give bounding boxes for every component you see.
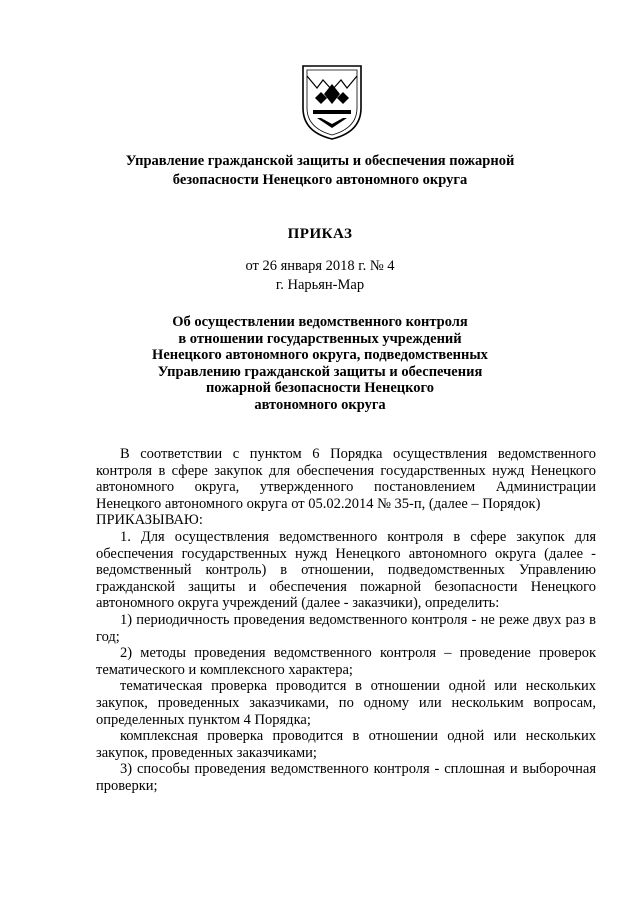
subject-line: Ненецкого автономного округа, подведомственных (152, 347, 488, 363)
paragraph-1-2-thematic: тематическая проверка проводится в отношении одной или нескольких закупок, проведенных заказчиками, по одному или нескольким вопросам, определенных пунктом 4 Порядка; (96, 678, 596, 728)
subject-line: Об осуществлении ведомственного контроля (172, 314, 468, 330)
document-place: г. Нарьян-Мар (275, 277, 365, 293)
document-body (96, 446, 596, 794)
document-type: ПРИКАЗ (287, 226, 353, 242)
subject-line: автономного округа (254, 396, 386, 413)
paragraph-1-3: 3) способы проведения ведомственного контроля - сплошная и выборочная проверки; (96, 761, 596, 794)
decree-word: ПРИКАЗЫВАЮ: (96, 512, 203, 529)
subject-line: Управлению гражданской защиты и обеспечения (157, 363, 483, 380)
intro-paragraph: В соответствии с пунктом 6 Порядка осуществления ведомственного контроля в сфере закупок для обеспечения государственных нужд Ненецкого автономного округа, утвержденного постановлением Администрации Ненецкого автономного округа от 05.02.2014 № 35-п, (далее – Порядок) (96, 446, 596, 512)
nenets-okrug-coat-of-arms-icon (299, 62, 365, 142)
document-date-place (0, 257, 640, 295)
paragraph-1: 1. Для осуществления ведомственного контроля в сфере закупок для обеспечения государственных нужд Ненецкого автономного округа (далее - ведомственный контроль) в отношении, подведомственных Управлению гражданской защиты и обеспечения пожарной безопасности Ненецкого автономного округа учреждений (далее - заказчики), определить: (96, 528, 596, 612)
org-line: Управление гражданской защиты и обеспечения пожарной (125, 153, 515, 169)
paragraph-1-2: 2) методы проведения ведомственного контроля – проведение проверок тематического и комплексного характера; (96, 645, 596, 678)
subject-line: в отношении государственных учреждений (178, 330, 462, 347)
subject-line: пожарной безопасности Ненецкого (205, 380, 435, 396)
paragraph-1-2-complex: комплексная проверка проводится в отношении одной или нескольких закупок, проведенных заказчиками; (96, 728, 596, 761)
organization-name (0, 152, 640, 190)
paragraph-1-1: 1) периодичность проведения ведомственного контроля - не реже двух раз в год; (96, 611, 596, 645)
document-date: от 26 января 2018 г. № 4 (245, 258, 395, 274)
document-subject (0, 314, 640, 413)
org-line: безопасности Ненецкого автономного округа (172, 172, 468, 188)
